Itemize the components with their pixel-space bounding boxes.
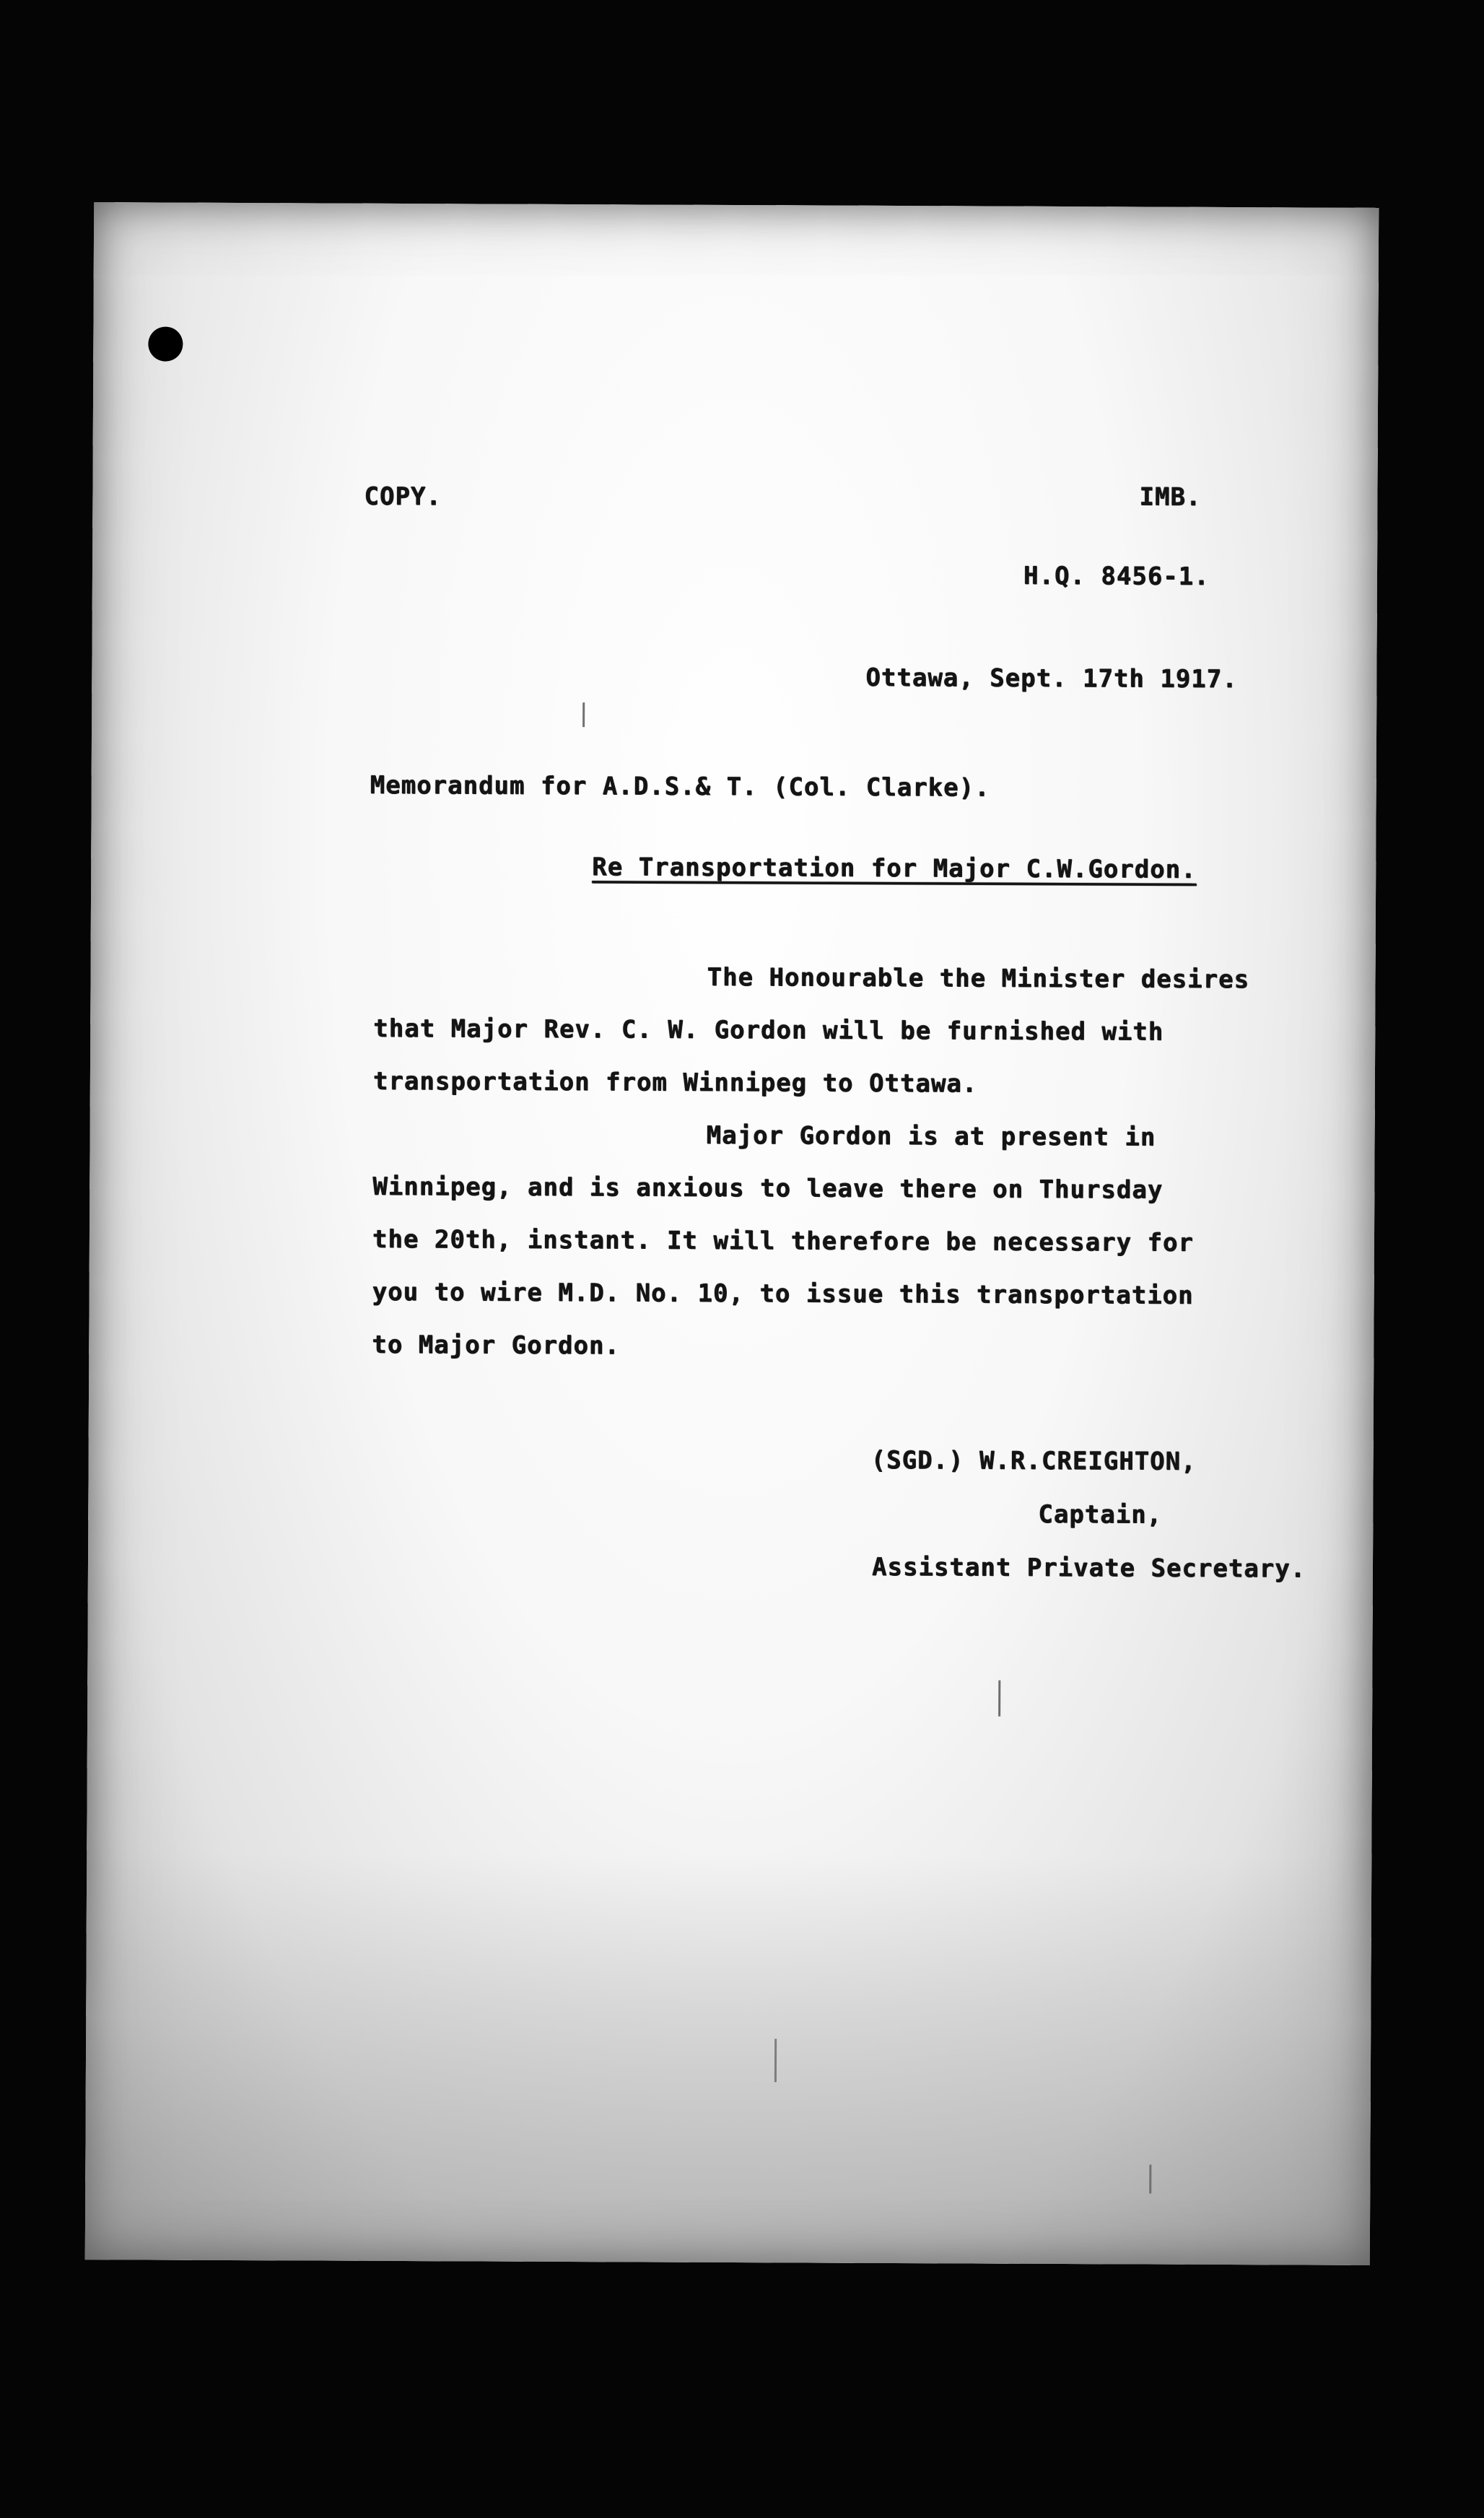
- body-line: Major Gordon is at present in: [706, 1120, 1156, 1152]
- scan-artifact: [774, 2039, 777, 2082]
- signature-rank: Captain,: [1038, 1499, 1163, 1530]
- body-line: to Major Gordon.: [372, 1330, 620, 1361]
- body-line: the 20th, instant. It will therefore be necessary for: [372, 1224, 1194, 1258]
- initials: IMB.: [1139, 482, 1202, 512]
- scan-artifact: [1149, 2165, 1151, 2194]
- document-page: [85, 202, 1379, 2265]
- scan-artifact: [582, 702, 585, 727]
- body-line: you to wire M.D. No. 10, to issue this transportation: [372, 1277, 1194, 1310]
- signature-name: (SGD.) W.R.CREIGHTON,: [870, 1445, 1197, 1476]
- body-line: transportation from Winnipeg to Ottawa.: [372, 1066, 978, 1099]
- signature-title: Assistant Private Secretary.: [871, 1552, 1306, 1584]
- scan-artifact: [998, 1681, 1000, 1717]
- memo-recipient: Memorandum for A.D.S.& T. (Col. Clarke).: [370, 770, 990, 803]
- memo-body: [372, 950, 1356, 1376]
- body-line: Winnipeg, and is anxious to leave there on Thursday: [372, 1172, 1164, 1205]
- body-line: that Major Rev. C. W. Gordon will be furnished with: [373, 1014, 1164, 1047]
- body-line: The Honourable the Minister desires: [707, 962, 1250, 995]
- memo-subject: Re Transportation for Major C.W.Gordon.: [592, 853, 1197, 884]
- file-reference: H.Q. 8456-1.: [1023, 561, 1210, 591]
- copy-mark: COPY.: [364, 482, 442, 512]
- dateline: Ottawa, Sept. 17th 1917.: [865, 663, 1238, 694]
- punch-hole: [148, 326, 183, 361]
